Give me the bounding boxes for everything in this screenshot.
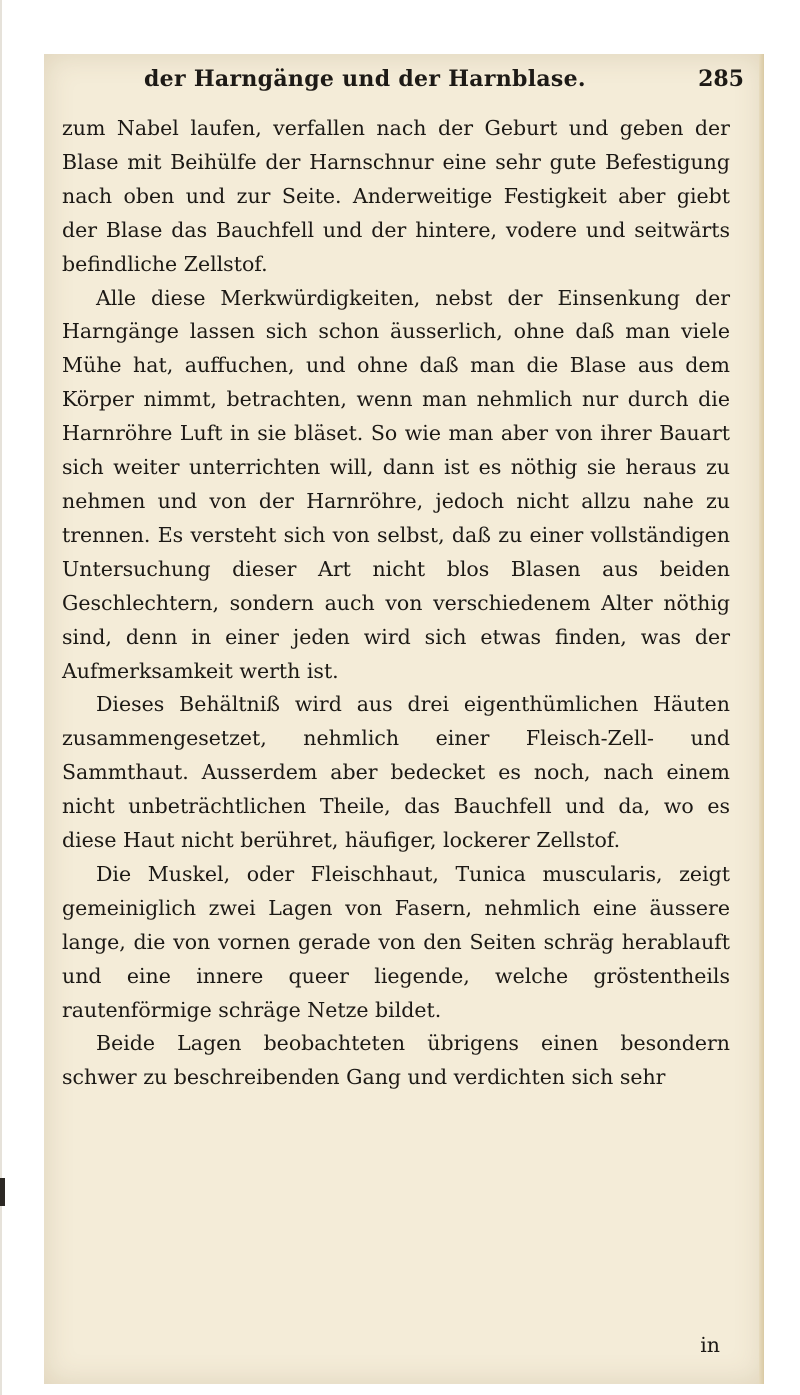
paragraph: Dieses Behältniß wird aus drei eigenthümlichen Häuten zusammengesetzet, nehmlich einer Fleisch-Zell- und Sammthaut. Ausserdem aber bedecket es noch, nach einem nicht unbeträchtlichen Theile, das Bauchfell und da, wo es diese Haut nicht berühret, häufiger, lockerer Zellstof. <box>62 692 730 853</box>
paragraph: Beide Lagen beobachteten übrigens einen besondern schwer zu beschreibenden Gang und verdichten sich sehr <box>62 1031 730 1090</box>
paragraph: Die Muskel, oder Fleischhaut, Tunica muscularis, zeigt gemeiniglich zwei Lagen von Fasern, nehmlich eine äussere lange, die von vornen gerade von den Seiten schräg herablauft und eine innere queer liegende, welche gröstentheils rautenförmige schräge Netze bildet. <box>62 861 730 1022</box>
paragraph: zum Nabel laufen, verfallen nach der Geburt und geben der Blase mit Beihülfe der Harnschnur eine sehr gute Befestigung nach oben und zur Seite. Anderweitige Festigkeit aber giebt der Blase das Bauchfell und der hintere, vodere und seitwärts befindliche Zellstof. <box>62 116 730 276</box>
page-edge <box>759 54 764 1384</box>
running-head <box>94 66 744 96</box>
page-number: 285 <box>698 66 744 92</box>
margin-mark <box>0 1178 5 1206</box>
body-text <box>62 112 730 1095</box>
catchword: in <box>700 1333 720 1357</box>
running-title: der Harngänge und der Harnblase. <box>144 66 586 92</box>
book-page <box>44 54 764 1384</box>
paragraph: Alle diese Merkwürdigkeiten, nebst der Einsenkung der Harngänge lassen sich schon äusserlich, ohne daß man viele Mühe hat, auffuchen, und ohne daß man die Blase aus dem Körper nimmt, betrachten, wenn man nehmlich nur durch die Harnröhre Luft in sie bläset. So wie man aber von ihrer Bauart sich weiter unterrichten will, dann ist es nöthig sie heraus zu nehmen und von der Harnröhre, jedoch nicht allzu nahe zu trennen. Es versteht sich von selbst, daß zu einer vollständigen Untersuchung dieser Art nicht blos Blasen aus beiden Geschlechtern, sondern auch von verschiedenem Alter nöthig sind, denn in einer jeden wird sich etwas finden, was der Aufmerksamkeit werth ist. <box>62 285 730 683</box>
